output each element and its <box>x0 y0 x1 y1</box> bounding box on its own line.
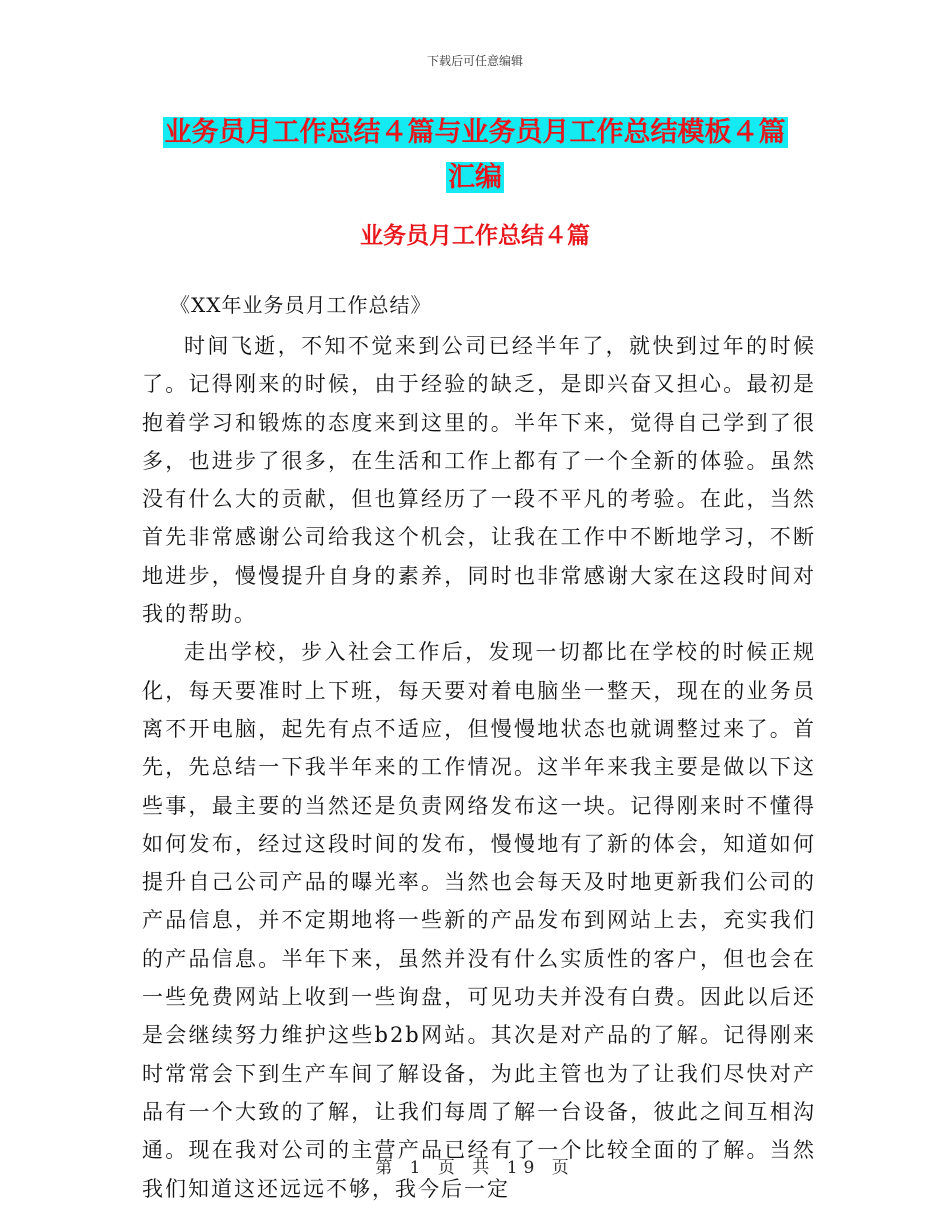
page-number-footer: 第 1 页 共 19 页 <box>375 1158 575 1178</box>
paragraph-2: 走出学校，步入社会工作后，发现一切都比在学校的时候正规化，每天要准时上下班，每天要对着电脑坐一整天，现在的业务员离不开电脑，起先有点不适应，但慢慢地状态也就调整过来了。首先，先总结一下我半年来的工作情况。这半年来我主要是做以下这些事，最主要的当然还是负责网络发布这一块。记得刚来时不懂得如何发布，经过这段时间的发布，慢慢地有了新的体会，知道如何提升自己公司产品的曝光率。当然也会每天及时地更新我们公司的产品信息，并不定期地将一些新的产品发布到网站上去，充实我们的产品信息。半年下来，虽然并没有什么实质性的客户，但也会在一些免费网站上收到一些询盘，可见功夫并没有白费。因此以后还是会继续努力维护这些b2b网站。其次是对产品的了解。记得刚来时常常会下到生产车间了解设备，为此主管也为了让我们尽快对产品有一个大致的了解，让我们每周了解一台设备，彼此之间互相沟通。现在我对公司的主营产品已经有了一个比较全面的了解。当然我们知道这还远远不够，我今后一定 <box>142 640 816 1201</box>
sub-title: 《XX年业务员月工作总结》 <box>170 293 432 317</box>
document-title-line-2: 汇编 <box>448 162 502 193</box>
header-note: 下载后可任意编辑 <box>426 54 523 68</box>
document-title <box>0 110 950 200</box>
document-title-line-1: 业务员月工作总结４篇与业务员月工作总结模板４篇 <box>164 117 786 148</box>
paragraph-1: 时间飞逝，不知不觉来到公司已经半年了，就快到过年的时候了。记得刚来的时候，由于经验的缺乏，是即兴奋又担心。最初是抱着学习和锻炼的态度来到这里的。半年下来，觉得自己学到了很多，也进步了很多，在生活和工作上都有了一个全新的体验。虽然没有什么大的贡献，但也算经历了一段不平凡的考验。在此，当然首先非常感谢公司给我这个机会，让我在工作中不断地学习，不断地进步，慢慢提升自身的素养，同时也非常感谢大家在这段时间对我的帮助。 <box>142 334 816 627</box>
body-text <box>142 327 816 1208</box>
section-title: 业务员月工作总结４篇 <box>360 222 590 249</box>
